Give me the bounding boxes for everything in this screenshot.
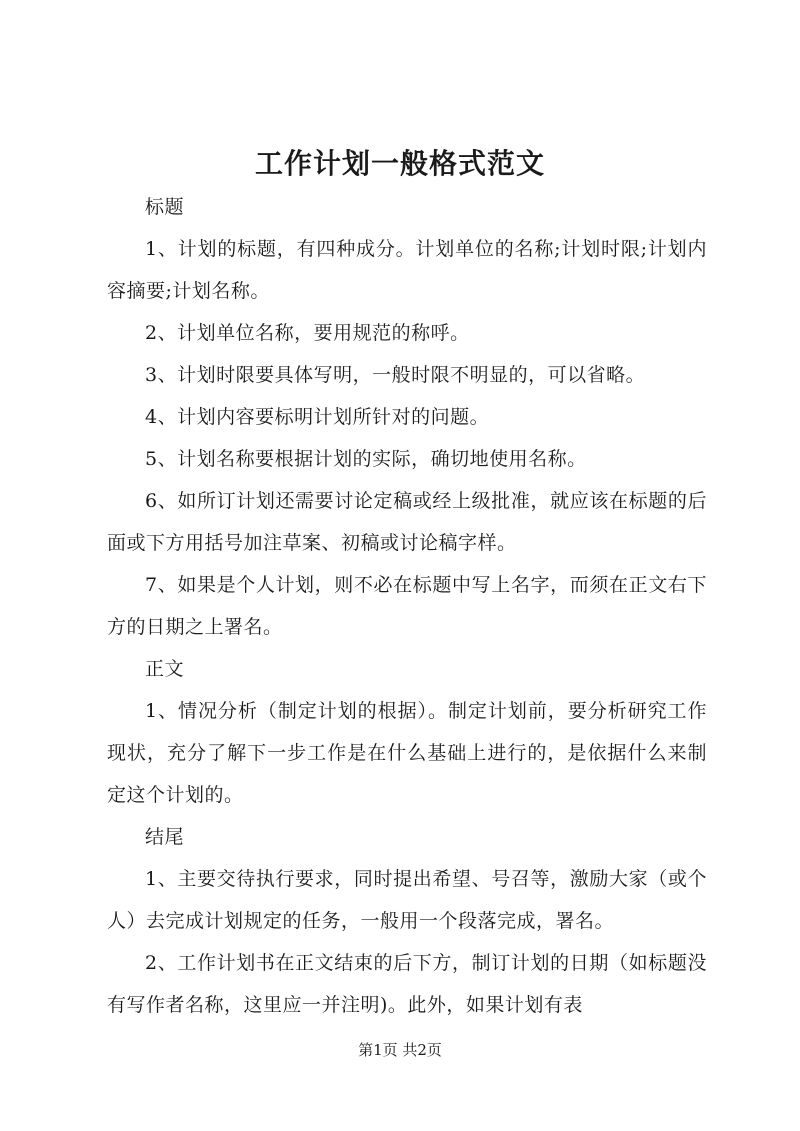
paragraph: 1、计划的标题，有四种成分。计划单位的名称;计划时限;计划内容摘要;计划名称。 [107, 238, 707, 302]
paragraph: 7、如果是个人计划，则不必在标题中写上名字，而须在正文右下方的日期之上署名。 [107, 574, 707, 638]
page-number-footer: 第1页 共2页 [358, 1041, 442, 1059]
section-heading-body: 正文 [145, 658, 185, 680]
paragraph: 3、计划时限要具体写明，一般时限不明显的，可以省略。 [145, 364, 646, 386]
document-title: 工作计划一般格式范文 [254, 147, 545, 180]
paragraph: 1、情况分析（制定计划的根据）。制定计划前，要分析研究工作现状，充分了解下一步工作是在什么基础上进行的，是依据什么来制定这个计划的。 [107, 700, 707, 806]
document-body [107, 186, 707, 1026]
paragraph: 6、如所订计划还需要讨论定稿或经上级批准，就应该在标题的后面或下方用括号加注草案、初稿或讨论稿字样。 [107, 490, 707, 554]
paragraph: 1、主要交待执行要求，同时提出希望、号召等，激励大家（或个人）去完成计划规定的任务，一般用一个段落完成，署名。 [107, 868, 707, 932]
paragraph: 2、计划单位名称，要用规范的称呼。 [145, 322, 470, 344]
paragraph: 4、计划内容要标明计划所针对的问题。 [145, 406, 490, 428]
section-heading-title: 标题 [145, 196, 185, 218]
paragraph: 5、计划名称要根据计划的实际，确切地使用名称。 [145, 448, 587, 470]
paragraph: 2、工作计划书在正文结束的后下方，制订计划的日期（如标题没有写作者名称，这里应一并注明)。此外，如果计划有表 [107, 952, 707, 1016]
section-heading-ending: 结尾 [145, 826, 185, 848]
